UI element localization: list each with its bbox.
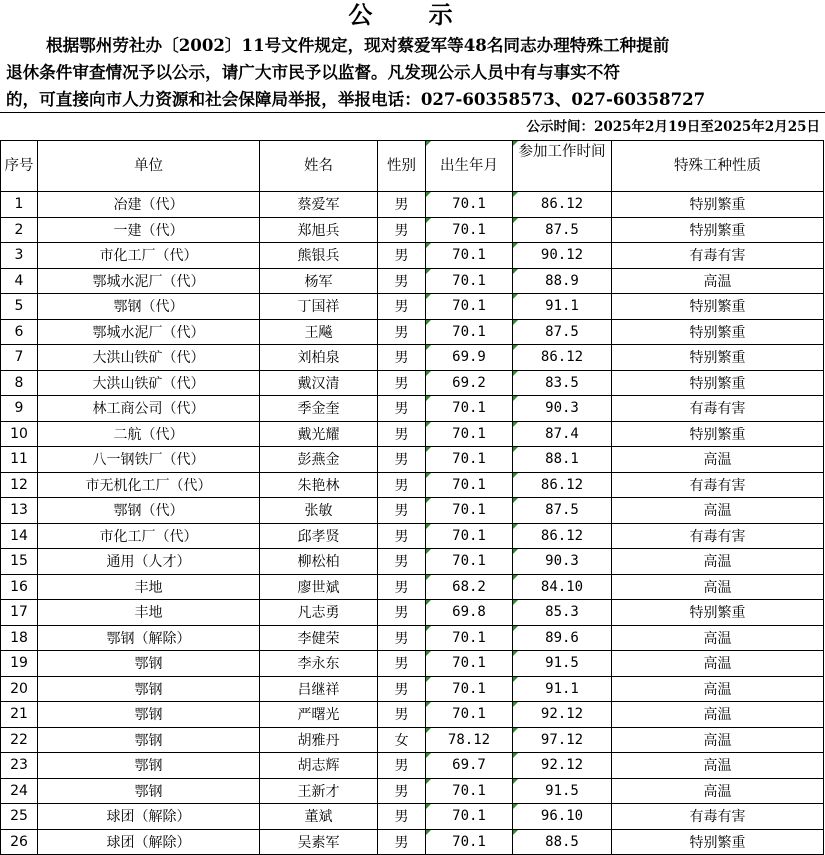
header-unit: 单位: [38, 141, 260, 192]
cell-gender: 男: [378, 447, 426, 473]
cell-job-nature: 特别繁重: [612, 217, 824, 243]
cell-name: 蔡爱军: [260, 192, 378, 218]
candidates-table: [0, 140, 824, 855]
cell-index: 2: [1, 217, 38, 243]
cell-name: 吴素军: [260, 829, 378, 855]
table-row: [1, 447, 824, 473]
cell-job-nature: 有毒有害: [612, 804, 824, 830]
cell-birth-date: 69.8: [426, 600, 513, 626]
table-row: [1, 600, 824, 626]
cell-name: 彭燕金: [260, 447, 378, 473]
cell-index: 23: [1, 753, 38, 779]
cell-unit: 鄂钢（代）: [38, 498, 260, 524]
cell-job-nature: 有毒有害: [612, 243, 824, 269]
table-row: [1, 523, 824, 549]
cell-unit: 市化工厂（代）: [38, 523, 260, 549]
cell-unit: 鄂钢（解除）: [38, 625, 260, 651]
publish-period-row: [0, 112, 825, 140]
cell-birth-date: 69.2: [426, 370, 513, 396]
cell-gender: 男: [378, 294, 426, 320]
intro-line: 根据鄂州劳社办〔2002〕11号文件规定，现对蔡爱军等48名同志办理特殊工种提前: [46, 35, 670, 55]
table-row: [1, 472, 824, 498]
table-row: [1, 753, 824, 779]
table-row: [1, 421, 824, 447]
header-name: 姓名: [260, 141, 378, 192]
cell-birth-date: 70.1: [426, 702, 513, 728]
cell-job-nature: 高温: [612, 549, 824, 575]
table-body: [1, 192, 824, 855]
table-row: [1, 829, 824, 855]
cell-job-nature: 高温: [612, 574, 824, 600]
cell-unit: 林工商公司（代）: [38, 396, 260, 422]
cell-gender: 男: [378, 319, 426, 345]
header-birth-date: 出生年月: [426, 141, 513, 192]
cell-index: 11: [1, 447, 38, 473]
cell-birth-date: 70.1: [426, 778, 513, 804]
cell-job-nature: 特别繁重: [612, 192, 824, 218]
cell-index: 25: [1, 804, 38, 830]
cell-index: 6: [1, 319, 38, 345]
cell-work-start: 91.1: [513, 294, 612, 320]
cell-index: 22: [1, 727, 38, 753]
cell-index: 9: [1, 396, 38, 422]
cell-job-nature: 高温: [612, 651, 824, 677]
table-row: [1, 370, 824, 396]
cell-index: 7: [1, 345, 38, 371]
cell-unit: 冶建（代）: [38, 192, 260, 218]
cell-index: 21: [1, 702, 38, 728]
table-row: [1, 243, 824, 269]
cell-unit: 球团（解除）: [38, 829, 260, 855]
cell-gender: 男: [378, 268, 426, 294]
cell-gender: 男: [378, 370, 426, 396]
cell-gender: 男: [378, 498, 426, 524]
cell-birth-date: 70.1: [426, 421, 513, 447]
cell-unit: 大洪山铁矿（代）: [38, 370, 260, 396]
notice-title: 公 示: [348, 0, 477, 29]
publish-period: 公示时间：2025年2月19日至2025年2月25日: [526, 119, 820, 135]
cell-index: 13: [1, 498, 38, 524]
cell-unit: 球团（解除）: [38, 804, 260, 830]
cell-gender: 男: [378, 192, 426, 218]
cell-name: 董斌: [260, 804, 378, 830]
cell-birth-date: 69.7: [426, 753, 513, 779]
table-row: [1, 319, 824, 345]
cell-name: 胡雅丹: [260, 727, 378, 753]
cell-birth-date: 70.1: [426, 447, 513, 473]
cell-job-nature: 高温: [612, 625, 824, 651]
cell-birth-date: 70.1: [426, 549, 513, 575]
cell-job-nature: 有毒有害: [612, 523, 824, 549]
table-row: [1, 192, 824, 218]
cell-unit: 鄂钢（代）: [38, 294, 260, 320]
cell-unit: 一建（代）: [38, 217, 260, 243]
cell-name: 王新才: [260, 778, 378, 804]
cell-unit: 二航（代）: [38, 421, 260, 447]
cell-birth-date: 68.2: [426, 574, 513, 600]
cell-work-start: 86.12: [513, 523, 612, 549]
cell-name: 吕继祥: [260, 676, 378, 702]
cell-job-nature: 特别繁重: [612, 600, 824, 626]
cell-gender: 男: [378, 396, 426, 422]
table-row: [1, 268, 824, 294]
cell-birth-date: 70.1: [426, 192, 513, 218]
cell-gender: 男: [378, 829, 426, 855]
cell-birth-date: 70.1: [426, 472, 513, 498]
cell-job-nature: 有毒有害: [612, 472, 824, 498]
cell-birth-date: 70.1: [426, 498, 513, 524]
cell-work-start: 91.5: [513, 651, 612, 677]
cell-birth-date: 70.1: [426, 625, 513, 651]
cell-name: 丁国祥: [260, 294, 378, 320]
cell-index: 18: [1, 625, 38, 651]
cell-name: 邱孝贤: [260, 523, 378, 549]
header-gender: 性别: [378, 141, 426, 192]
cell-work-start: 92.12: [513, 702, 612, 728]
cell-work-start: 86.12: [513, 345, 612, 371]
cell-job-nature: 高温: [612, 727, 824, 753]
table-row: [1, 498, 824, 524]
cell-name: 刘柏泉: [260, 345, 378, 371]
cell-work-start: 92.12: [513, 753, 612, 779]
cell-job-nature: 特别繁重: [612, 370, 824, 396]
table-row: [1, 549, 824, 575]
cell-unit: 八一钢铁厂（代）: [38, 447, 260, 473]
cell-name: 熊银兵: [260, 243, 378, 269]
cell-gender: 男: [378, 472, 426, 498]
cell-unit: 丰地: [38, 600, 260, 626]
cell-index: 20: [1, 676, 38, 702]
cell-work-start: 91.1: [513, 676, 612, 702]
cell-name: 杨军: [260, 268, 378, 294]
cell-index: 3: [1, 243, 38, 269]
cell-gender: 男: [378, 523, 426, 549]
cell-gender: 男: [378, 421, 426, 447]
cell-work-start: 86.12: [513, 192, 612, 218]
cell-job-nature: 高温: [612, 676, 824, 702]
cell-index: 5: [1, 294, 38, 320]
table-row: [1, 804, 824, 830]
cell-index: 4: [1, 268, 38, 294]
cell-work-start: 90.12: [513, 243, 612, 269]
cell-name: 戴光耀: [260, 421, 378, 447]
cell-gender: 男: [378, 651, 426, 677]
table-row: [1, 625, 824, 651]
cell-index: 16: [1, 574, 38, 600]
cell-unit: 通用（人才）: [38, 549, 260, 575]
cell-unit: 丰地: [38, 574, 260, 600]
table-row: [1, 294, 824, 320]
cell-birth-date: 70.1: [426, 651, 513, 677]
cell-gender: 男: [378, 574, 426, 600]
cell-name: 季金奎: [260, 396, 378, 422]
cell-work-start: 97.12: [513, 727, 612, 753]
cell-gender: 男: [378, 676, 426, 702]
cell-job-nature: 特别繁重: [612, 294, 824, 320]
cell-work-start: 83.5: [513, 370, 612, 396]
table-row: [1, 702, 824, 728]
cell-unit: 鄂钢: [38, 651, 260, 677]
header-work-start: 参加工作时间: [513, 141, 612, 192]
cell-gender: 男: [378, 625, 426, 651]
cell-birth-date: 70.1: [426, 804, 513, 830]
cell-unit: 鄂城水泥厂（代）: [38, 268, 260, 294]
table-row: [1, 217, 824, 243]
cell-work-start: 84.10: [513, 574, 612, 600]
cell-work-start: 86.12: [513, 472, 612, 498]
table-row: [1, 396, 824, 422]
cell-name: 戴汉清: [260, 370, 378, 396]
cell-name: 李永东: [260, 651, 378, 677]
cell-index: 15: [1, 549, 38, 575]
cell-job-nature: 特别繁重: [612, 829, 824, 855]
cell-work-start: 88.1: [513, 447, 612, 473]
table-header-row: [1, 141, 824, 192]
cell-index: 12: [1, 472, 38, 498]
cell-name: 凡志勇: [260, 600, 378, 626]
cell-work-start: 85.3: [513, 600, 612, 626]
cell-gender: 男: [378, 549, 426, 575]
cell-index: 8: [1, 370, 38, 396]
cell-birth-date: 78.12: [426, 727, 513, 753]
cell-unit: 大洪山铁矿（代）: [38, 345, 260, 371]
cell-work-start: 87.5: [513, 319, 612, 345]
cell-work-start: 87.5: [513, 498, 612, 524]
table-row: [1, 574, 824, 600]
cell-name: 郑旭兵: [260, 217, 378, 243]
cell-work-start: 91.5: [513, 778, 612, 804]
cell-name: 柳松柏: [260, 549, 378, 575]
cell-index: 14: [1, 523, 38, 549]
cell-unit: 鄂钢: [38, 778, 260, 804]
cell-work-start: 90.3: [513, 549, 612, 575]
cell-work-start: 88.5: [513, 829, 612, 855]
cell-gender: 男: [378, 243, 426, 269]
cell-index: 17: [1, 600, 38, 626]
cell-birth-date: 69.9: [426, 345, 513, 371]
cell-index: 19: [1, 651, 38, 677]
cell-name: 严曙光: [260, 702, 378, 728]
cell-birth-date: 70.1: [426, 294, 513, 320]
cell-gender: 男: [378, 600, 426, 626]
cell-work-start: 87.5: [513, 217, 612, 243]
cell-birth-date: 70.1: [426, 243, 513, 269]
cell-job-nature: 有毒有害: [612, 396, 824, 422]
cell-gender: 男: [378, 804, 426, 830]
cell-birth-date: 70.1: [426, 319, 513, 345]
cell-name: 张敏: [260, 498, 378, 524]
cell-name: 王飚: [260, 319, 378, 345]
cell-work-start: 90.3: [513, 396, 612, 422]
cell-job-nature: 特别繁重: [612, 319, 824, 345]
cell-job-nature: 高温: [612, 447, 824, 473]
cell-birth-date: 70.1: [426, 676, 513, 702]
cell-gender: 男: [378, 217, 426, 243]
cell-name: 廖世斌: [260, 574, 378, 600]
cell-job-nature: 高温: [612, 778, 824, 804]
cell-unit: 市化工厂（代）: [38, 243, 260, 269]
cell-birth-date: 70.1: [426, 523, 513, 549]
cell-gender: 男: [378, 778, 426, 804]
cell-birth-date: 70.1: [426, 217, 513, 243]
cell-gender: 男: [378, 702, 426, 728]
cell-name: 胡志辉: [260, 753, 378, 779]
cell-work-start: 89.6: [513, 625, 612, 651]
cell-work-start: 87.4: [513, 421, 612, 447]
cell-unit: 鄂钢: [38, 753, 260, 779]
cell-job-nature: 特别繁重: [612, 345, 824, 371]
cell-birth-date: 70.1: [426, 268, 513, 294]
cell-index: 1: [1, 192, 38, 218]
table-row: [1, 727, 824, 753]
cell-job-nature: 高温: [612, 498, 824, 524]
cell-name: 李健荣: [260, 625, 378, 651]
cell-gender: 男: [378, 753, 426, 779]
intro-line: 的，可直接向市人力资源和社会保障局举报，举报电话：027-60358573、027-60358727: [6, 89, 706, 109]
cell-birth-date: 70.1: [426, 396, 513, 422]
notice-intro: [6, 32, 821, 113]
cell-work-start: 88.9: [513, 268, 612, 294]
cell-index: 24: [1, 778, 38, 804]
cell-gender: 男: [378, 345, 426, 371]
table-row: [1, 676, 824, 702]
header-job-nature: 特殊工种性质: [612, 141, 824, 192]
table-row: [1, 345, 824, 371]
cell-job-nature: 高温: [612, 702, 824, 728]
cell-unit: 鄂钢: [38, 702, 260, 728]
cell-name: 朱艳林: [260, 472, 378, 498]
cell-gender: 女: [378, 727, 426, 753]
header-index: 序号: [1, 141, 38, 192]
cell-unit: 鄂钢: [38, 676, 260, 702]
cell-unit: 市无机化工厂（代）: [38, 472, 260, 498]
cell-unit: 鄂钢: [38, 727, 260, 753]
intro-line: 退休条件审查情况予以公示，请广大市民予以监督。凡发现公示人员中有与事实不符: [6, 62, 620, 82]
cell-job-nature: 高温: [612, 753, 824, 779]
table-row: [1, 778, 824, 804]
cell-index: 26: [1, 829, 38, 855]
cell-work-start: 96.10: [513, 804, 612, 830]
cell-job-nature: 特别繁重: [612, 421, 824, 447]
cell-index: 10: [1, 421, 38, 447]
table-row: [1, 651, 824, 677]
cell-birth-date: 70.1: [426, 829, 513, 855]
cell-job-nature: 高温: [612, 268, 824, 294]
cell-unit: 鄂城水泥厂（代）: [38, 319, 260, 345]
